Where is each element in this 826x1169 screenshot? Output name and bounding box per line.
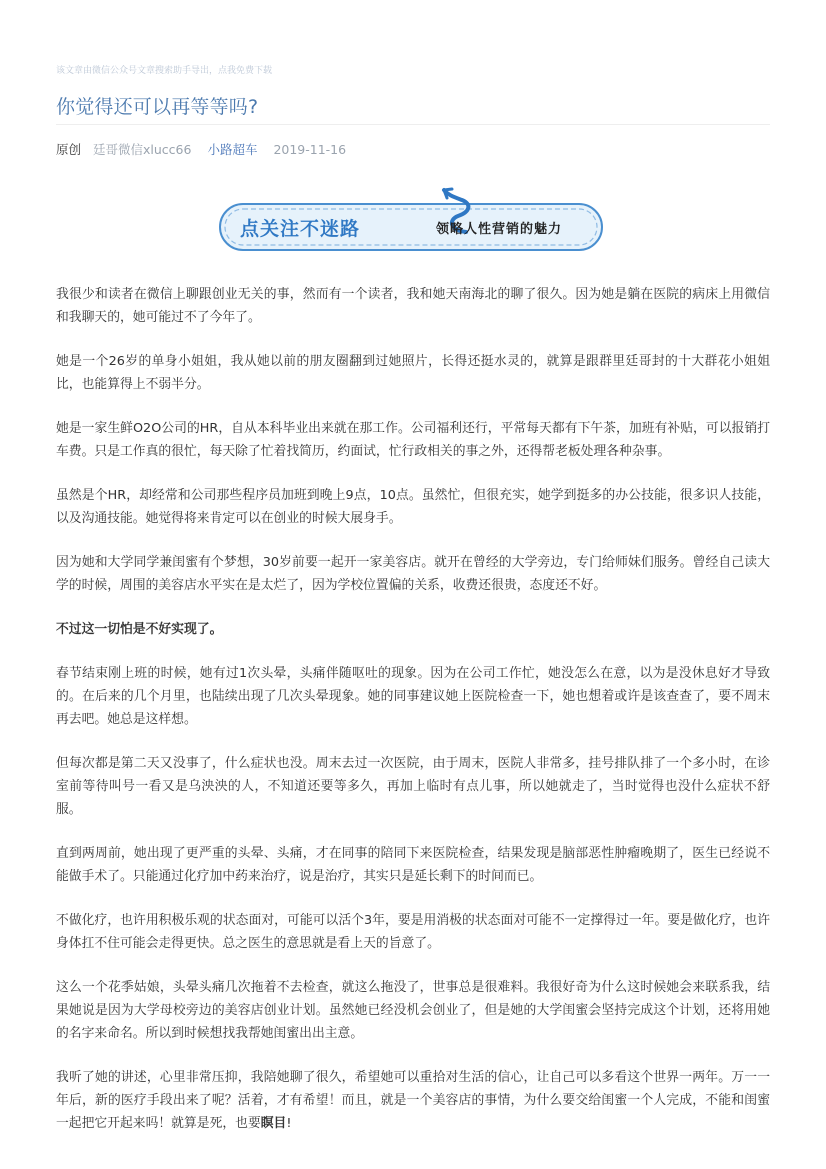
paragraph: 我很少和读者在微信上聊跟创业无关的事，然而有一个读者，我和她天南海北的聊了很久。因为她是躺在医院的病床上用微信和我聊天的，她可能过不了今年了。 xyxy=(56,287,770,325)
last-paragraph xyxy=(56,1066,770,1135)
paragraph: 但每次都是第二天又没事了，什么症状也没。周末去过一次医院，由于周末，医院人非常多，挂号排队排了一个多小时，在诊室前等待叫号一看又是乌泱泱的人，不知道还要等多久，再加上临时有点儿事，所以她就走了，当时觉得也没什么症状不舒服。 xyxy=(56,756,770,817)
author-name: 廷哥微信xlucc66 xyxy=(93,142,192,157)
article-meta xyxy=(56,140,346,158)
paragraph: 春节结束刚上班的时候，她有过1次头晕，头痛伴随呕吐的现象。因为在公司工作忙，她没怎么在意，以为是没休息好才导致的。在后来的几个月里，也陆续出现了几次头晕现象。她的同事建议她上医院检查一下，她也想着或许是该查查了，要不周末再去吧。她总是这样想。 xyxy=(56,666,770,727)
paragraph: 不做化疗，也许用积极乐观的状态面对，可能可以活个3年，要是用消极的状态面对可能不一定撑得过一年。要是做化疗，也许身体扛不住可能会走得更快。总之医生的意思就是看上天的旨意了。 xyxy=(56,913,770,951)
account-link[interactable]: 小路超车 xyxy=(207,142,258,157)
export-notice-link[interactable]: 该文章由微信公众号文章搜索助手导出，点我免费下载 xyxy=(56,66,273,76)
paragraph: 这么一个花季姑娘，头晕头痛几次拖着不去检查，就这么拖没了，世事总是很难料。我很好奇为什么这时候她会来联系我，结果她说是因为大学母校旁边的美容店创业计划。虽然她已经没机会创业了，但是她的大学闺蜜会坚持完成这个计划，还将用她的名字来命名。所以到时候想找我帮她闺蜜出出主意。 xyxy=(56,980,770,1041)
paragraph: 因为她和大学同学兼闺蜜有个梦想，30岁前要一起开一家美容店。就开在曾经的大学旁边，专门给师妹们服务。曾经自己读大学的时候，周围的美容店水平实在是太烂了，因为学校位置偏的关系，收费还很贵，态度还不好。 xyxy=(56,555,770,593)
last-paragraph-end: ! xyxy=(286,1116,292,1131)
original-tag: 原创 xyxy=(56,142,82,157)
follow-banner xyxy=(218,186,604,254)
article-body xyxy=(56,283,770,1156)
publish-date: 2019-11-16 xyxy=(273,142,347,157)
paragraph: 直到两周前，她出现了更严重的头晕、头痛，才在同事的陪同下来医院检查，结果发现是脑部恶性肿瘤晚期了，医生已经说不能做手术了。只能通过化疗加中药来治疗，说是治疗，其实只是延长剩下的时间而已。 xyxy=(56,846,770,884)
last-paragraph-text: 我听了她的讲述，心里非常压抑，我陪她聊了很久，希望她可以重拾对生活的信心，让自己可以多看这个世界一两年。万一一年后，新的医疗手段出来了呢？活着，才有希望！而且，就是一个美容店的事情，为什么要交给闺蜜一个人完成，不能和闺蜜一起把它开起来吗！就算是死，也要 xyxy=(56,1070,770,1131)
article-title: 你觉得还可以再等等吗? xyxy=(56,96,259,118)
paragraph: 虽然是个HR，却经常和公司那些程序员加班到晚上9点，10点。虽然忙，但很充实，她学到挺多的办公技能，很多识人技能，以及沟通技能。她觉得将来肯定可以在创业的时候大展身手。 xyxy=(56,488,770,526)
banner-slogan-text: 领略人性营销的魅力 xyxy=(436,222,563,237)
banner-follow-text: 点关注不迷路 xyxy=(240,218,361,240)
paragraph: 她是一家生鲜O2O公司的HR，自从本科毕业出来就在那工作。公司福利还行，平常每天都有下午茶，加班有补贴，可以报销打车费。只是工作真的很忙，每天除了忙着找简历，约面试，忙行政相关的事之外，还得帮老板处理各种杂事。 xyxy=(56,421,770,459)
title-divider xyxy=(56,124,770,125)
paragraph: 她是一个26岁的单身小姐姐，我从她以前的朋友圈翻到过她照片，长得还挺水灵的，就算是跟群里廷哥封的十大群花小姐姐比，也能算得上不弱半分。 xyxy=(56,354,770,392)
bold-paragraph: 不过这一切怕是不好实现了。 xyxy=(56,622,223,637)
emphasis-text: 瞑目 xyxy=(260,1116,287,1131)
